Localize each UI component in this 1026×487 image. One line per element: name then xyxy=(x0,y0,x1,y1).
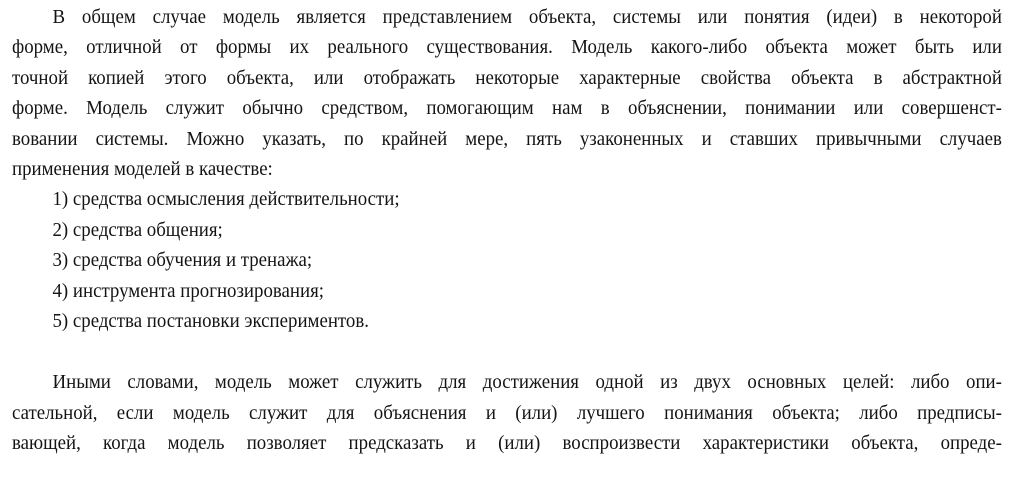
paragraph-line: применения моделей в качестве: xyxy=(12,157,273,180)
paragraph-line: сательной, если модель служит для объяснения и (или) лучшего понимания объекта; либо предписы- xyxy=(12,401,1002,424)
paragraph-spacer xyxy=(12,336,1002,367)
paragraph-line: форме, отличной от формы их реального существования. Модель какого-либо объекта может быть или xyxy=(12,36,1002,59)
paragraph-line: форме. Модель служит обычно средством, помогающим нам в объяснении, понимании или совершенст- xyxy=(12,97,1002,120)
list-item: 3) средства обучения и тренажа; xyxy=(52,249,313,272)
list-item: 2) средства общения; xyxy=(52,218,223,241)
list-item: 1) средства осмысления действительности; xyxy=(52,188,400,211)
paragraph-intro xyxy=(12,2,1002,184)
document-page xyxy=(12,2,1002,458)
paragraph-line: вовании системы. Можно указать, по крайней мере, пять узаконенных и ставших привычными случаев xyxy=(12,127,1002,150)
paragraph-line: Иными словами, модель может служить для достижения одной из двух основных целей: либо опи- xyxy=(52,371,1002,394)
paragraph-line: точной копией этого объекта, или отображать некоторые характерные свойства объекта в абстрактной xyxy=(12,66,1002,89)
list-item: 4) инструмента прогнозирования; xyxy=(52,279,325,302)
usage-list xyxy=(12,184,1002,336)
paragraph-line: В общем случае модель является представлением объекта, системы или понятия (идеи) в некоторой xyxy=(52,6,1002,28)
paragraph-goals xyxy=(12,367,1002,458)
paragraph-line: вающей, когда модель позволяет предсказать и (или) воспроизвести характеристики объекта, опреде- xyxy=(12,432,1002,455)
list-item: 5) средства постановки экспериментов. xyxy=(52,309,369,332)
